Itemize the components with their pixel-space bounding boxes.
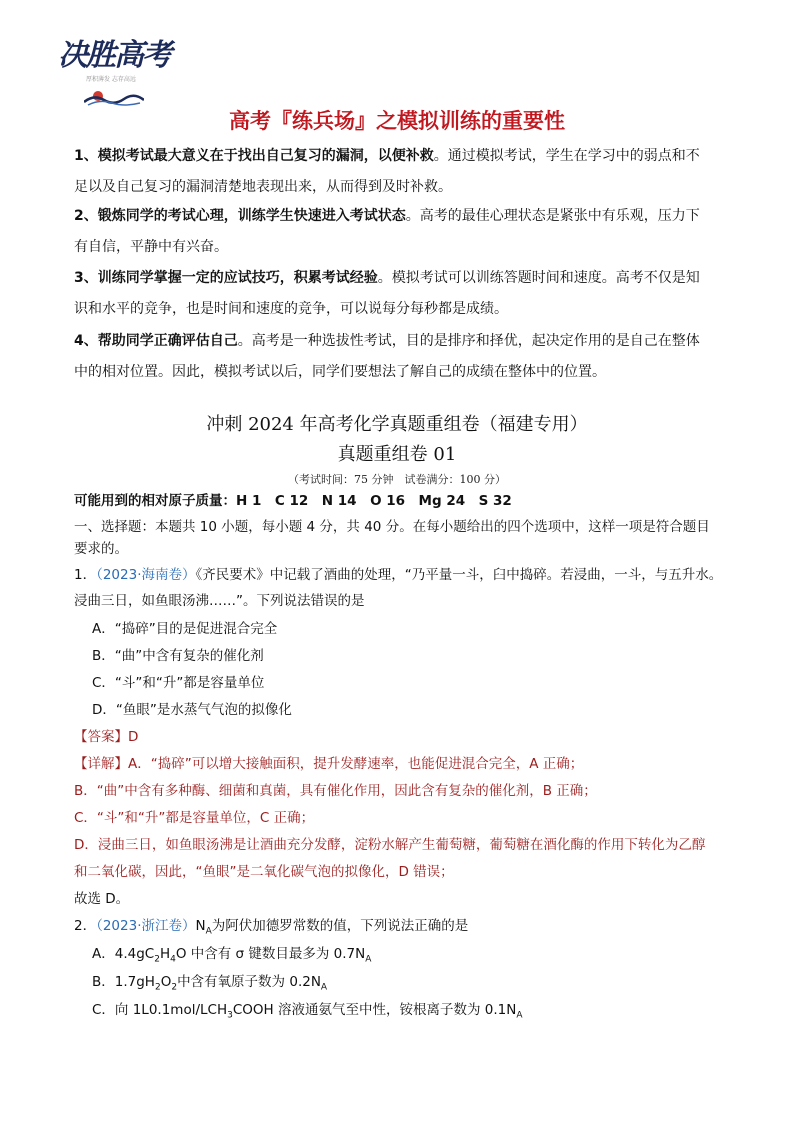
question-1-detail-c: C．“斗”和“升”都是容量单位，C 正确； [74,810,315,826]
question-1-detail-d-cont: 和二氧化碳，因此，“鱼眼”是二氧化碳气泡的拟像化，D 错误； [74,864,454,880]
intro-item-2 [74,201,726,263]
q2-c-pre: C．向 1L0.1mol/LCH [92,1002,228,1018]
intro-item-2-line2: 有自信，平静中有兴奋。 [74,239,228,255]
question-1-detail-a-text: A．“捣碎”可以增大接触面积，提升发酵速率，也能促进混合完全，A 正确； [128,756,584,772]
question-1-number: 1． [74,567,97,583]
question-1-stem-text: 《齐民要术》中记载了酒曲的处理，“乃平量一斗，臼中捣碎。若浸曲，一斗，与五升水。 [195,567,723,583]
q2-b-sub1: 2 [154,982,161,993]
logo [58,30,178,110]
q2-c-sub1: 3 [227,1010,233,1021]
question-1-detail-d: D．浸曲三日，如鱼眼汤沸是让酒曲充分发酵，淀粉水解产生葡萄糖，葡萄糖在酒化酶的作用下转化为乙醇 [74,837,706,853]
question-1-option-d: D．“鱼眼”是水蒸气气泡的拟像化 [92,702,292,718]
question-2-option-c [92,997,752,1030]
intro-item-1-bold: 1、模拟考试最大意义在于找出自己复习的漏洞，以便补救 [74,148,434,164]
section-instructions: 一、选择题：本题共 10 小题，每小题 4 分，共 40 分。在每小题给出的四个选项中，这样一项是符合题目 [74,519,710,535]
q2-a-sub1: 2 [154,954,160,965]
question-1-stem-cont: 浸曲三日，如鱼眼汤沸……”。下列说法错误的是 [74,593,365,609]
intro-item-4-bold: 4、帮助同学正确评估自己 [74,333,238,349]
intro-item-3-bold: 3、训练同学掌握一定的应试技巧，积累考试经验 [74,270,378,286]
q2-c-sub2: A [516,1010,523,1021]
logo-text: 决胜高考 [58,38,170,73]
q2-b-pre: B．1.7gH [92,974,155,990]
exam-subtitle: 真题重组卷 01 [337,444,457,465]
intro-item-3-line2: 识和水平的竞争，也是时间和速度的竞争，可以说每分每秒都是成绩。 [74,301,508,317]
q2-b-mid: O [160,974,172,990]
page-title: 高考『练兵场』之模拟训练的重要性 [229,109,565,133]
intro-item-4-rest: 。高考是一种选拔性考试，目的是排序和择优，起决定作用的是自己在整体 [237,333,700,349]
intro-item-2-rest: 。高考的最佳心理状态是紧张中有乐观，压力下 [405,208,700,224]
logo-subtitle: 厚积薄发 志存高远 [86,76,136,83]
question-2-na: N [195,918,206,934]
q2-a-sub3: A [365,954,372,965]
question-1-stem [74,562,734,589]
question-2-number: 2． [74,918,97,934]
section-instructions-cont: 要求的。 [74,541,128,557]
intro-item-1-rest: 。通过模拟考试，学生在学习中的弱点和不 [433,148,700,164]
q2-b-post: 中含有氧原子数为 0.2N [177,974,321,990]
question-1-option-b: B．“曲”中含有复杂的催化剂 [92,648,264,664]
exam-title: 冲刺 2024 年高考化学真题重组卷（福建专用） [206,414,588,435]
question-2-na-sub: A [205,926,212,937]
intro-item-3 [74,263,726,325]
question-1-detail-b: B．“曲”中含有多种酶、细菌和真菌，具有催化作用，因此含有复杂的催化剂，B 正确； [74,783,597,799]
question-2-stem-text: 为阿伏加德罗常数的值，下列说法正确的是 [211,918,469,934]
q2-a-mid: H [159,946,171,962]
atomic-masses: 可能用到的相对原子质量：H 1 C 12 N 14 O 16 Mg 24 S 32 [74,493,512,509]
question-2-source: （2023·浙江卷） [96,918,196,934]
intro-item-1 [74,141,726,203]
q2-a-sub2: 4 [170,954,176,965]
q2-c-post: COOH 溶液通氨气至中性，铵根离子数为 0.1N [232,1002,517,1018]
question-1-option-a: A．“捣碎”目的是促进混合完全 [92,621,278,637]
question-1-answer: 【答案】D [74,729,139,745]
intro-item-1-line2: 足以及自己复习的漏洞清楚地表现出来，从而得到及时补救。 [74,179,452,195]
question-1-source: （2023·海南卷） [96,567,196,583]
exam-meta: （考试时间：75 分钟 试卷满分：100 分） [288,473,506,486]
q2-b-sub2: 2 [171,982,178,993]
intro-item-4-line2: 中的相对位置。因此，模拟考试以后，同学们要想法了解自己的成绩在整体中的位置。 [74,364,606,380]
question-1-conclusion: 故选 D。 [74,891,130,907]
wave-icon [84,86,144,106]
intro-item-2-bold: 2、锻炼同学的考试心理，训练学生快速进入考试状态 [74,208,406,224]
q2-b-sub3: A [320,982,328,993]
intro-item-4 [74,326,726,388]
q2-a-pre: A．4.4gC [92,946,155,962]
question-1-detail-a [74,751,734,778]
question-1-option-c: C．“斗”和“升”都是容量单位 [92,675,265,691]
intro-item-3-rest: 。模拟考试可以训练答题时间和速度。高考不仅是知 [377,270,700,286]
question-1-detail-label: 【详解】 [74,756,128,772]
q2-a-post: O 中含有 σ 键数目最多为 0.7N [175,946,366,962]
